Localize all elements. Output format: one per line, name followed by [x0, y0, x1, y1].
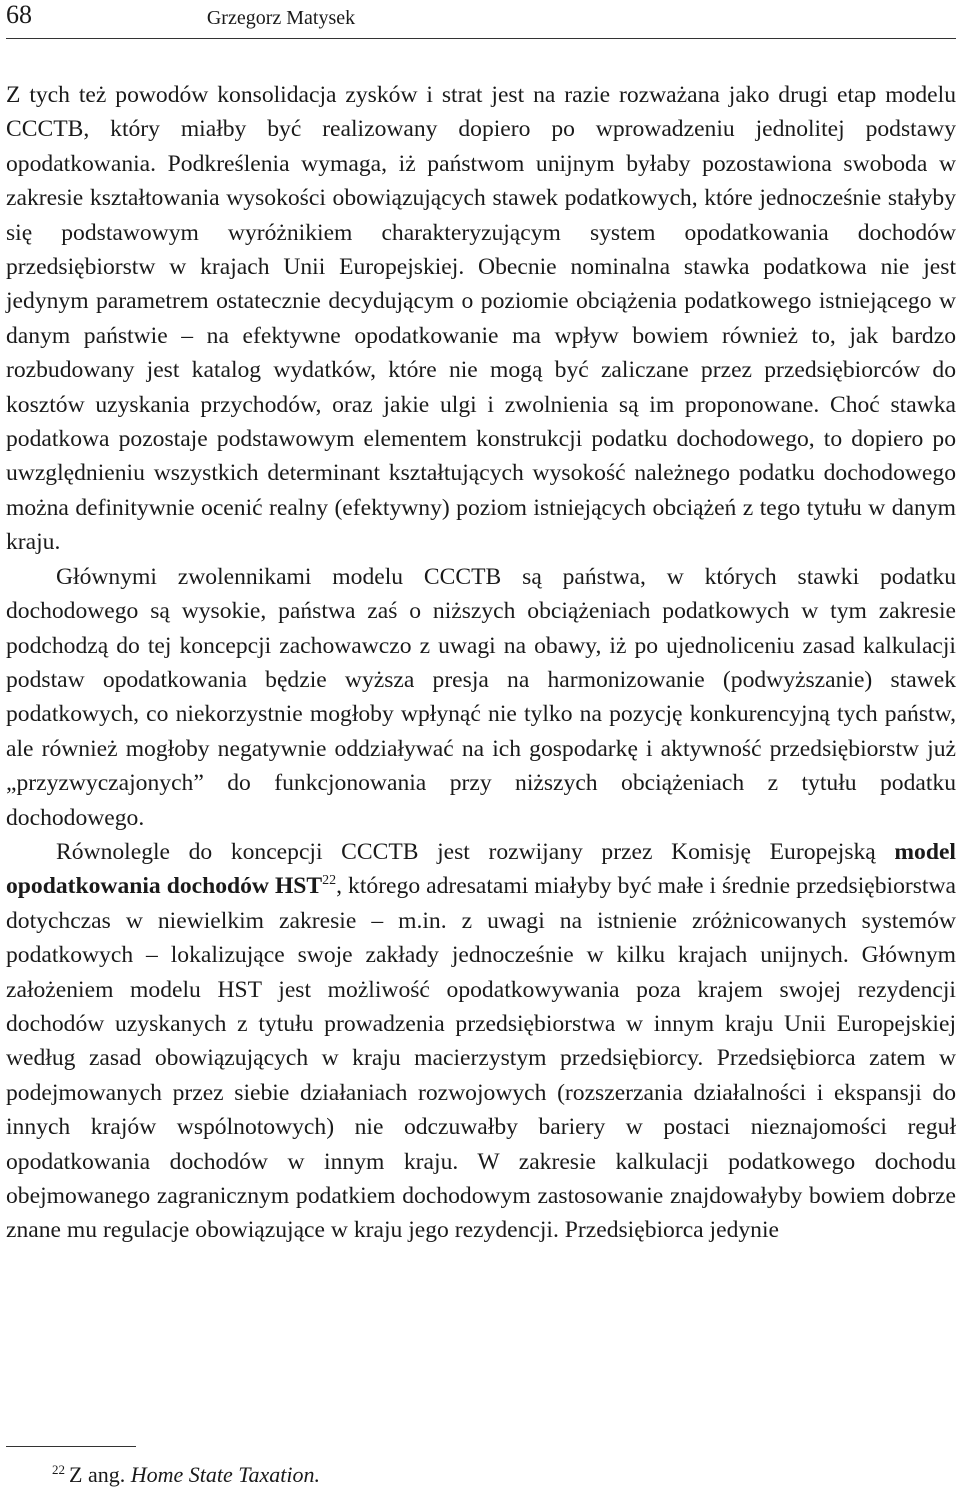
header-divider — [6, 38, 956, 39]
running-head-author: Grzegorz Matysek — [206, 7, 356, 29]
footnote-reference[interactable]: 22 — [322, 873, 337, 889]
bold-term-hst: model opodatkowania dochodów HST — [6, 838, 956, 900]
footnote-italic-text: Home State Taxation. — [130, 1462, 320, 1487]
page-number: 68 — [6, 0, 32, 29]
paragraph-3 — [6, 835, 956, 1248]
body-text — [6, 78, 956, 1248]
paragraph-2: Głównymi zwolennikami modelu CCCTB są państwa, w których stawki podatku dochodowego są wysokie, państwa zaś o niższych obciążeniach podatkowych w tym zakresie podchodzą do tej koncepcji zachowawczo z uwagi na obawy, iż po ujednoliceniu zasad kalkulacji podstaw opodatkowania będzie wyższa presja na harmonizowanie (podwyższanie) stawek podatkowych, co niekorzystnie mogłoby wpłynąć nie tylko na pozycję konkurencyjną tych państw, ale również mogłoby negatywnie oddziaływać na ich gospodarkę i aktywność przedsiębiorstw już „przyzwyczajonych” do funkcjonowania przy niższych obciążeniach z tytułu podatku dochodowego. — [6, 563, 956, 831]
paragraph-3-start: Równolegle do koncepcji CCCTB jest rozwijany przez Komisję Europejską — [56, 838, 876, 865]
page-header — [6, 0, 956, 40]
footnote-number: 22 — [52, 1462, 65, 1477]
footnote-divider — [6, 1446, 136, 1447]
footnote-text: Z ang. — [69, 1462, 126, 1487]
footnote — [52, 1461, 320, 1489]
paragraph-3-rest: , którego adresatami miałyby być małe i średnie przedsiębiorstwa dotychczas w niewielkim zakresie – m.in. z uwagi na istnienie zróżnicowanych systemów podatkowych – lokalizujące swoje zakłady jednocześnie w kilku krajach unijnych. Głównym założeniem modelu HST jest możliwość opodatkowywania poza krajem swojej rezydencji dochodów uzyskanych z tytułu prowadzenia przedsiębiorstwa w innym kraju Unii Europejskiej według zasad obowiązujących w kraju macierzystym przedsiębiorcy. Przedsiębiorca zatem w podejmowanych przez siebie działaniach rozwojowych (rozszerzania działalności i ekspansji do innych krajów wspólnotowych) nie odczuwałby bariery w postaci nieznajomości reguł opodatkowania dochodów w innym kraju. W zakresie kalkulacji podatkowego dochodu obejmowanego zagranicznym podatkiem dochodowym zastosowanie znajdowałyby bowiem dobrze znane mu regulacje obowiązujące w kraju jego rezydencji. Przedsiębiorca jedynie — [6, 873, 956, 1244]
paragraph-1: Z tych też powodów konsolidacja zysków i strat jest na razie rozważana jako drugi etap modelu CCCTB, który miałby być realizowany dopiero po wprowadzeniu jednolitej podstawy opodatkowania. Podkreślenia wymaga, iż państwom unijnym byłaby pozostawiona swoboda w zakresie kształtowania wysokości obowiązujących stawek podatkowych, które jednocześnie stałyby się podstawowym wyróżnikiem charakteryzującym system opodatkowania dochodów przedsiębiorstw w krajach Unii Europejskiej. Obecnie nominalna stawka podatkowa nie jest jedynym parametrem ostatecznie decydującym o poziomie obciążenia podatkowego istniejącego w danym państwie – na efektywne opodatkowanie ma wpływ bowiem również to, jak bardzo rozbudowany jest katalog wydatków, które nie mogą być zaliczane przez przedsiębiorców do kosztów uzyskania przychodów, oraz jakie ulgi i zwolnienia są im proponowane. Choć stawka podatkowa pozostaje podstawowym elementem konstrukcji podatku dochodowego, to dopiero po uwzględnieniu wszystkich determinant kształtujących wysokość należnego podatku dochodowego można definitywnie ocenić realny (efektywny) poziom istniejących obciążeń z tego tytułu w danym kraju. — [6, 82, 956, 556]
